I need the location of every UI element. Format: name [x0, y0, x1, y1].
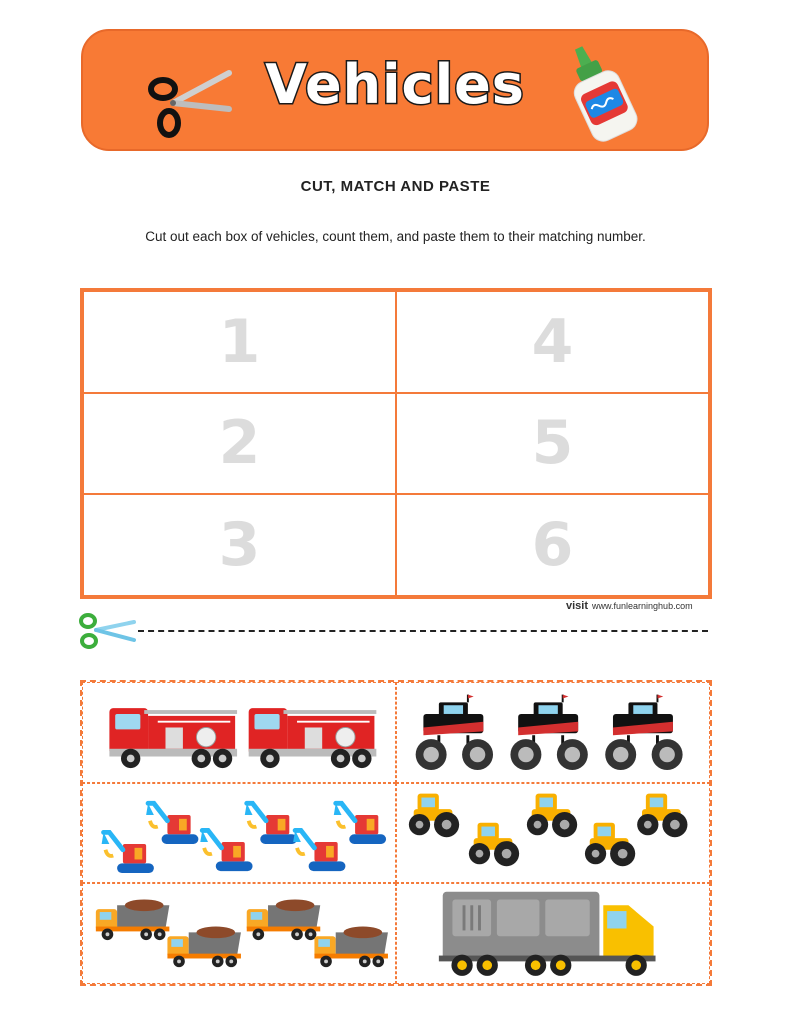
cutout-box-excavators — [82, 783, 396, 884]
excavator-icon — [200, 830, 252, 871]
cutout-box-cargo-truck — [396, 883, 710, 984]
cutout-box-tractors — [396, 783, 710, 884]
tractor-icon — [469, 822, 519, 866]
instructions-text: Cut out each box of vehicles, count them, and paste them to their matching number. — [145, 229, 646, 244]
cutout-box-fire-trucks — [82, 682, 396, 783]
paste-cell: 6 — [396, 494, 709, 596]
fire-truck-icon — [249, 708, 377, 768]
excavator-icon — [102, 832, 154, 873]
paste-cell: 2 — [83, 393, 396, 495]
dump-truck-icon — [314, 927, 388, 968]
monster-truck-icon — [416, 695, 493, 770]
excavator-icon — [334, 803, 386, 844]
tractor-icon — [409, 793, 459, 837]
cutout-box-dump-trucks — [82, 883, 396, 984]
paste-cell: 1 — [83, 291, 396, 393]
page-title: Vehicles — [265, 53, 525, 116]
visit-label: visit — [566, 600, 589, 612]
cutout-grid — [80, 680, 712, 986]
dump-truck-icon — [247, 900, 321, 941]
cargo-truck-icon — [439, 892, 656, 976]
tractor-icon — [637, 793, 687, 837]
glue-bottle-icon — [561, 41, 641, 145]
cutout-box-monster-trucks — [396, 682, 710, 783]
cut-line — [138, 630, 708, 632]
excavator-icon — [293, 830, 345, 871]
monster-truck-icon — [510, 695, 587, 770]
section-heading: CUT, MATCH AND PASTE — [300, 178, 491, 195]
dump-truck-icon — [167, 927, 241, 968]
monster-truck-group — [397, 683, 709, 782]
excavator-icon — [146, 803, 198, 844]
fire-truck-group — [83, 683, 395, 782]
dump-truck-icon — [96, 900, 170, 941]
website-url: www.funlearninghub.com — [592, 601, 693, 611]
excavator-icon — [245, 803, 297, 844]
tractor-icon — [527, 793, 577, 837]
excavator-group — [83, 784, 395, 883]
paste-grid — [80, 288, 712, 599]
monster-truck-icon — [605, 695, 682, 770]
fire-truck-icon — [109, 708, 237, 768]
cut-scissors-icon — [78, 610, 136, 652]
tractor-icon — [585, 822, 635, 866]
tractor-group — [397, 784, 709, 883]
paste-cell: 5 — [396, 393, 709, 495]
cargo-truck-group — [397, 884, 709, 983]
paste-cell: 3 — [83, 494, 396, 596]
dump-truck-group — [83, 884, 395, 983]
title-banner — [81, 29, 709, 151]
paste-cell: 4 — [396, 291, 709, 393]
website-credit — [566, 600, 693, 612]
